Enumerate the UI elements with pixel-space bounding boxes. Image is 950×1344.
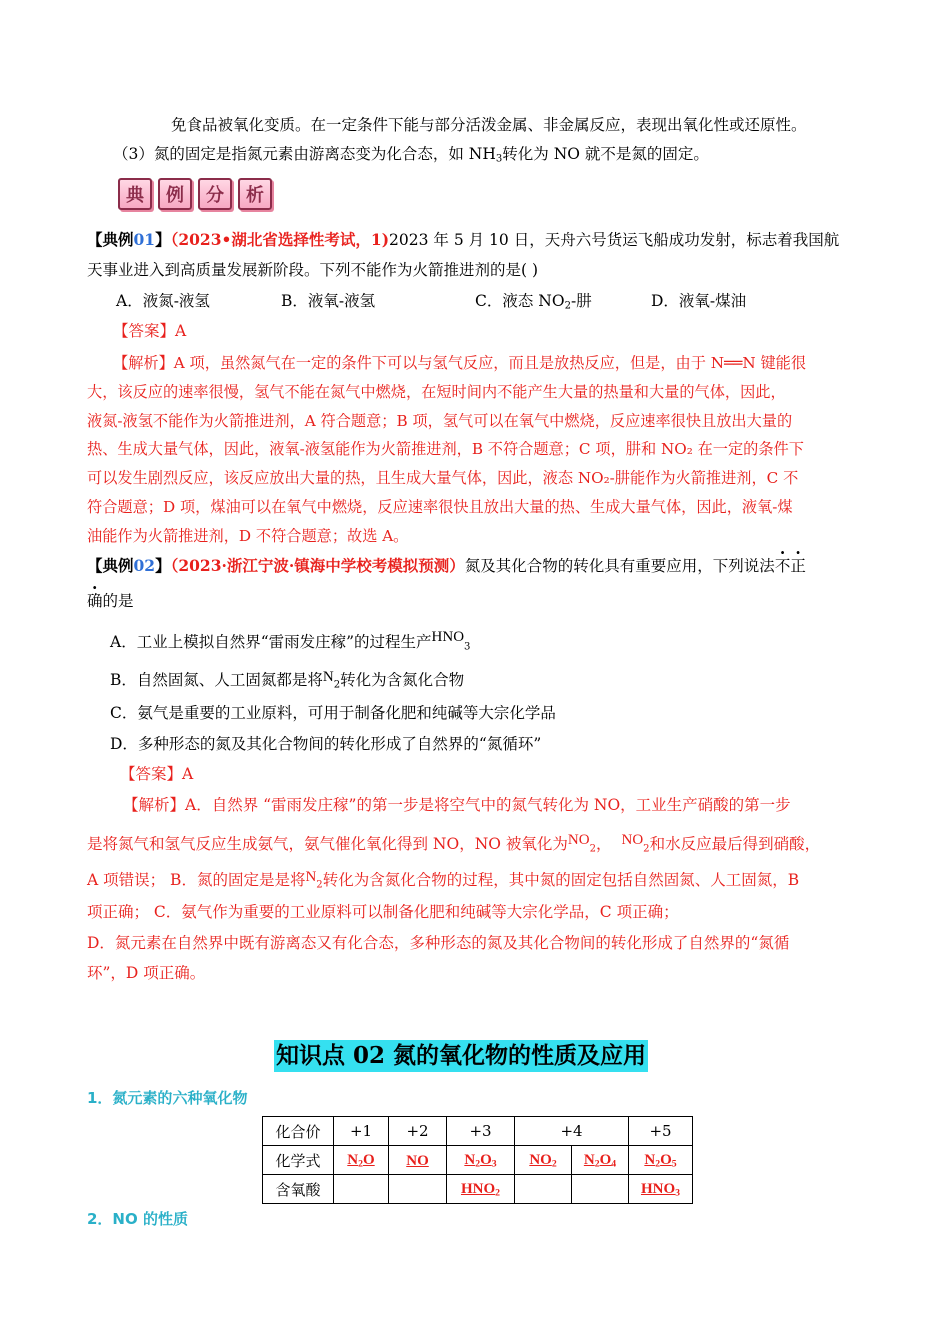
table-cell: +3 [447,1117,515,1146]
example-01-answer: 【答案】A [113,322,187,340]
example-02-option-b: B．自然固氮、人工固氮都是将$N_2$转化为含氮化合物 [110,669,465,691]
example-02-answer: 【答案】A [120,765,194,783]
example-02-source: （2023·浙江宁波·镇海中学校考模拟预测） [170,556,465,575]
nitrogen-oxides-table [262,1116,693,1204]
example-02-header: 【典例02】（2023·浙江宁波·镇海中学校考模拟预测）氮及其化合物的转化具有重要应用，下列说法不正 [87,556,806,575]
example-01-source: （2023•湖北省选择性考试，1) [170,230,390,249]
intro-line-2: （3）氮的固定是指氮元素由游离态变为化合态，如 $NH_3$转化为 NO 就不是氮的固定。 [113,145,709,165]
section-heading: 知识点 02 氮的氧化物的性质及应用 [274,1040,648,1072]
example-02-option-c: C．氨气是重要的工业原料，可用于制备化肥和纯碱等大宗化学品 [110,704,556,722]
badge-char-2: 例 [158,178,192,210]
example-analysis-badge [118,178,272,210]
table-cell: +4 [515,1117,629,1146]
example-02-analysis-3: A 项错误； B．氮的固定是是将$N_2$转化为含氮化合物的过程，其中氮的固定包括自然固氮、人工固氮，B [87,869,800,891]
option-b: B．液氧-液氢 [281,292,376,310]
table-cell [389,1175,447,1204]
table-cell: $N_2O_3$ [447,1146,515,1175]
example-02-analysis-2: 是将氮气和氢气反应生成氨气，氨气催化氧化得到 NO，NO 被氧化为$NO_2$， $NO_2$和水反应最后得到硝酸， [87,832,821,855]
example-02-analysis-1: 【解析】A．自然界 “雷雨发庄稼”的第一步是将空气中的氮气转化为 NO，工业生产硝酸的第一步 [123,796,791,814]
table-row-acid [263,1175,693,1204]
example-02-analysis-5: D．氮元素在自然界中既有游离态又有化合态，多种形态的氮及其化合物间的转化形成了自然界的“氮循 [87,934,790,952]
table-header-cell: 化合价 [263,1117,334,1146]
table-header-cell: 化学式 [263,1146,334,1175]
table-cell: NO [389,1146,447,1175]
table-cell [572,1175,629,1204]
option-d: D．液氧-煤油 [651,292,747,310]
table-cell: $N_2O_4$ [572,1146,629,1175]
example-01-question: 天事业进入到高质量发展新阶段。下列不能作为火箭推进剂的是( ) [87,261,539,279]
example-02-question-end: 确的是 [87,592,134,610]
example-02-option-a: A．工业上模拟自然界“雷雨发庄稼”的过程生产$HNO_3$ [110,629,471,653]
subsection-2-title: 2．NO 的性质 [87,1210,188,1228]
table-cell [334,1175,389,1204]
option-a: A．液氮-液氢 [116,292,210,310]
badge-char-3: 分 [198,178,232,210]
badge-char-4: 析 [238,178,272,210]
example-01-analysis: 【解析】A 项，虽然氮气在一定的条件下可以与氢气反应，而且是放热反应，但是，由于 N══N 键能很 大，该反应的速率很慢，氢气不能在氮气中燃烧，在短时间内不能产生大量的热量和大量的气体，因此， 液氮-液氢不能作为火箭推进剂，A 符合题意；B 项，氢气可以在氧气中燃烧，反应速率很快且放出大量的 热、生成大量气体，因此，液氧-液氢能作为火箭推进剂，B 不符合题意；C 项，肼和 NO₂ 在一定的条件下 可以发生剧烈反应，该反应放出大量的热，且生成大量气体，因此，液态 NO₂-肼能作为火箭推进剂，C 不 符合题意；D 项，煤油可以在氧气中燃烧，反应速率很快且放出大量的热、生成大量气体，因此，液氧-煤 油能作为火箭推进剂，D 不符合题意；故选 A。 [87,354,807,545]
table-cell: +5 [629,1117,693,1146]
table-cell: $N_2O$ [334,1146,389,1175]
option-c: C．液态 $NO_2-$肼 [475,292,592,312]
table-row-valence [263,1117,693,1146]
table-header-cell: 含氧酸 [263,1175,334,1204]
table-cell: $HNO_3$ [629,1175,693,1204]
subsection-1-title: 1．氮元素的六种氧化物 [87,1089,248,1107]
badge-char-1: 典 [118,178,152,210]
table-cell: $N_2O_5$ [629,1146,693,1175]
table-cell: $HNO_2$ [447,1175,515,1204]
table-cell: $NO_2$ [515,1146,572,1175]
table-cell [515,1175,572,1204]
table-cell: +2 [389,1117,447,1146]
example-01-header: 【典例01】（2023•湖北省选择性考试，1)2023 年 5 月 10 日，天舟六号货运飞船成功发射，标志着我国航 [87,230,840,249]
table-row-formula [263,1146,693,1175]
example-02-analysis-4: 项正确； C．氨气作为重要的工业原料可以制备化肥和纯碱等大宗化学品，C 项正确； [87,903,679,921]
intro-line-1: 免食品被氧化变质。在一定条件下能与部分活泼金属、非金属反应，表现出氧化性或还原性。 [171,116,807,134]
table-cell: +1 [334,1117,389,1146]
example-02-analysis-6: 环”，D 项正确。 [87,964,206,982]
example-02-option-d: D．多种形态的氮及其化合物间的转化形成了自然界的“氮循环” [110,735,542,753]
